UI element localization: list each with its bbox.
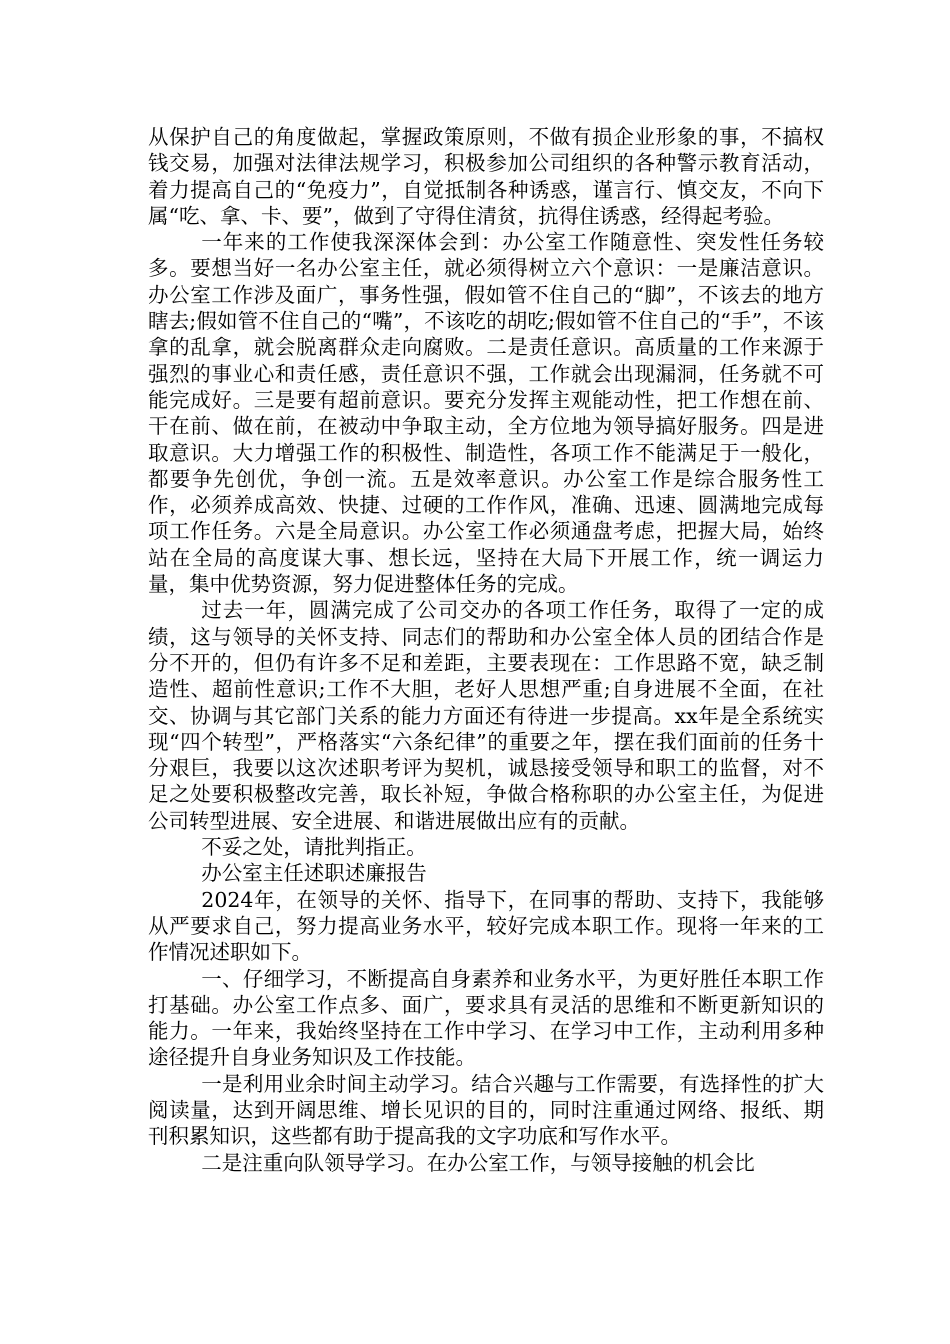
document-body	[148, 124, 824, 1176]
paragraph-point-one: 一是利用业余时间主动学习。结合兴趣与工作需要，有选择性的扩大阅读量，达到开阔思维、增长见识的目的，同时注重通过网络、报纸、期刊积累知识，这些都有助于提高我的文字功底和写作水平。	[148, 1071, 824, 1149]
paragraph-intro: 2024年，在领导的关怀、指导下，在同事的帮助、支持下，我能够从严要求自己，努力提高业务水平，较好完成本职工作。现将一年来的工作情况述职如下。	[148, 887, 824, 965]
paragraph-shortcomings: 过去一年，圆满完成了公司交办的各项工作任务，取得了一定的成绩，这与领导的关怀支持、同志们的帮助和办公室全体人员的团结合作是分不开的，但仍有许多不足和差距，主要表现在：工作思路不宽，缺乏制造性、超前性意识;工作不大胆，老好人思想严重;自身进展不全面，在社交、协调与其它部门关系的能力方面还有待进一步提高。xx年是全系统实现“四个转型”，严格落实“六条纪律”的重要之年，摆在我们面前的任务十分艰巨，我要以这次述职考评为契机，诚恳接受领导和职工的监督，对不足之处要积极整改完善，取长补短，争做合格称职的办公室主任，为促进公司转型进展、安全进展、和谐进展做出应有的贡献。	[148, 598, 824, 833]
paragraph-six-awareness: 一年来的工作使我深深体会到：办公室工作随意性、突发性任务较多。要想当好一名办公室主任，就必须得树立六个意识：一是廉洁意识。办公室工作涉及面广，事务性强，假如管不住自己的“脚”，不该去的地方瞎去;假如管不住自己的“嘴”，不该吃的胡吃;假如管不住自己的“手”，不该拿的乱拿，就会脱离群众走向腐败。二是责任意识。高质量的工作来源于强烈的事业心和责任感，责任意识不强，工作就会出现漏洞，任务就不可能完成好。三是要有超前意识。要充分发挥主观能动性，把工作想在前、干在前、做在前，在被动中争取主动，全方位地为领导搞好服务。四是进取意识。大力增强工作的积极性、制造性，各项工作不能满足于一般化，都要争先创优，争创一流。五是效率意识。办公室工作是综合服务性工作，必须养成高效、快捷、过硬的工作作风，准确、迅速、圆满地完成每项工作任务。六是全局意识。办公室工作必须通盘考虑，把握大局，始终站在全局的高度谋大事、想长远，坚持在大局下开展工作，统一调运力量，集中优势资源，努力促进整体任务的完成。	[148, 230, 824, 597]
paragraph-closing: 不妥之处，请批判指正。	[201, 835, 427, 860]
paragraph-continued: 从保护自己的角度做起，掌握政策原则，不做有损企业形象的事，不搞权钱交易，加强对法律法规学习，积极参加公司组织的各种警示教育活动，着力提高自己的“免疫力”，自觉抵制各种诱惑，谨言行、慎交友，不向下属“吃、拿、卡、要”，做到了守得住清贫，抗得住诱惑，经得起考验。	[148, 125, 824, 228]
paragraph-point-two: 二是注重向队领导学习。在办公室工作，与领导接触的机会比	[201, 1150, 755, 1175]
report-title: 办公室主任述职述廉报告	[201, 861, 427, 886]
paragraph-section-one: 一、仔细学习，不断提高自身素养和业务水平，为更好胜任本职工作打基础。办公室工作点多、面广，要求具有灵活的思维和不断更新知识的能力。一年来，我始终坚持在工作中学习、在学习中工作，主动利用多种途径提升自身业务知识及工作技能。	[148, 966, 824, 1070]
